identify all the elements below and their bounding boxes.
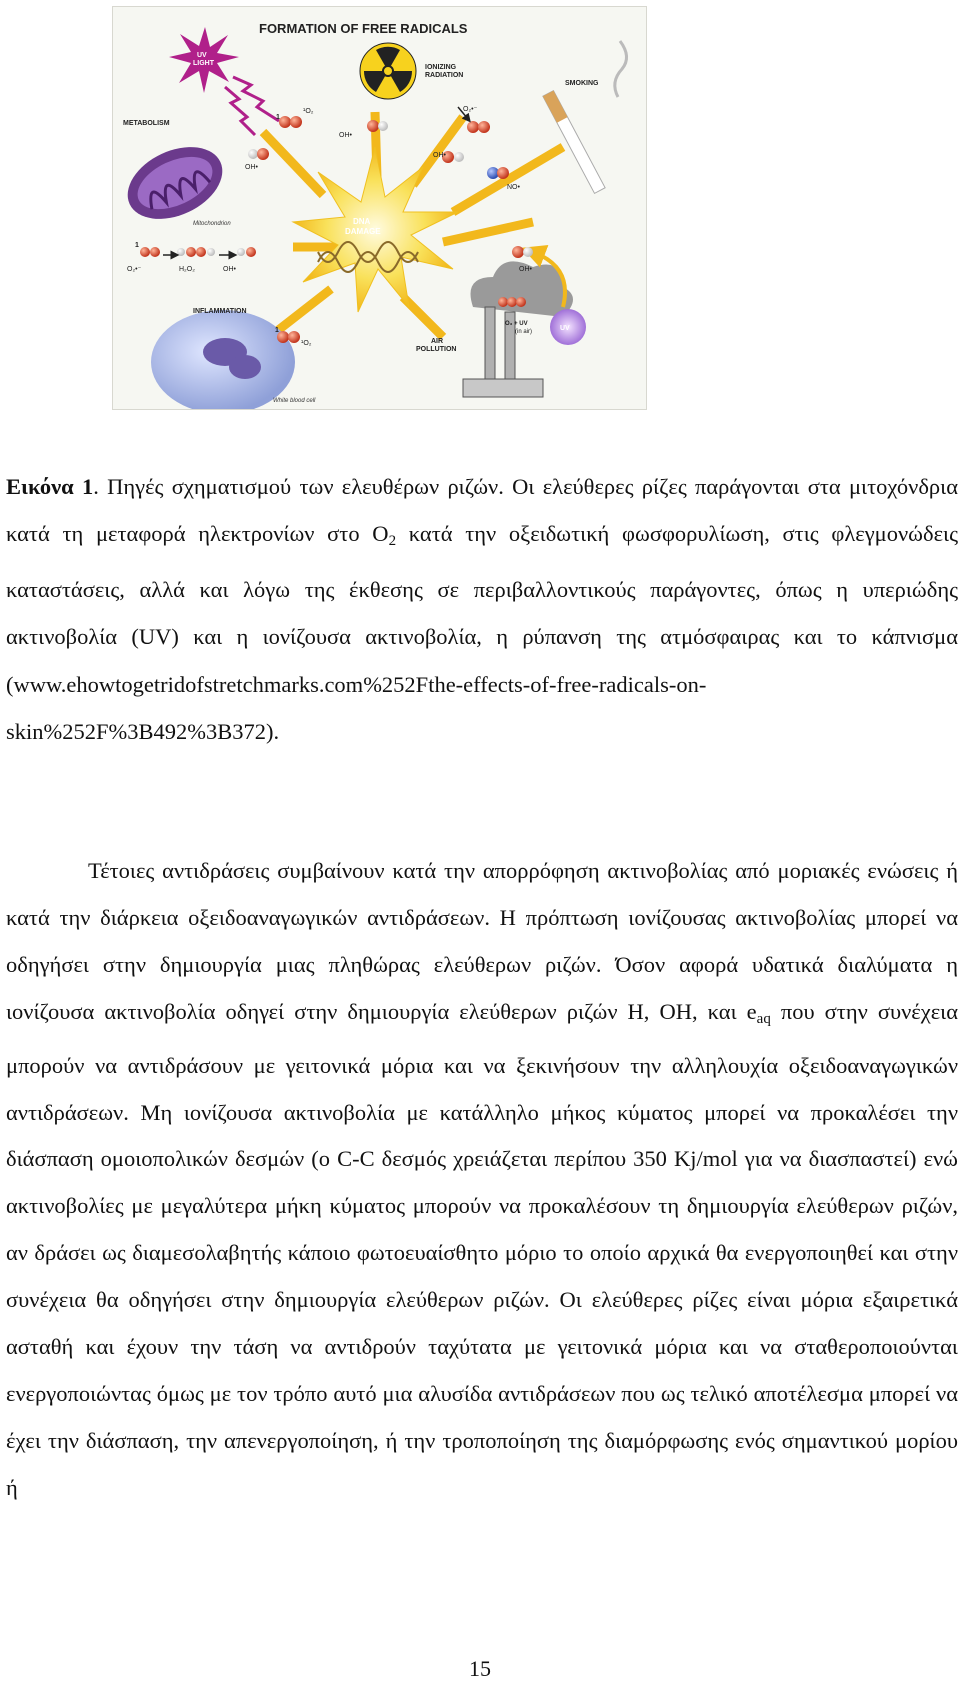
uv-small-label: UV [560, 325, 570, 332]
caption-text-a: . Πηγές σχηματισμού των ελευθέρων ριζών. Οι ελεύθερες ρίζες παράγονται στα μιτοχόνδρια κατά τη μεταφορά ηλεκτρονίων στο O [6, 474, 958, 547]
air-pollution-label-2: POLLUTION [416, 346, 457, 353]
oh-label-b: OH• [245, 164, 258, 171]
in-air-label: (in air) [515, 329, 533, 335]
oh-label-d: OH• [223, 266, 236, 273]
caption-text-b: κατά την οξειδωτική φωσφορυλίωση, στις φλεγμονώδεις καταστάσεις, αλλά και λόγω της έκθεσης σε περιβαλλοντικούς παράγοντες, όπως η υπεριώδης ακτινοβολία (UV) και η ιονίζουσα ακτινοβολία, η ρύπανση της ατμόσφαιρας και το κάπνισμα (www.ehowtogetridofstretchmarks.com%252Fthe-effects-of-free-radicals-on-skin%252F%3B492%3B372). [6, 521, 958, 745]
figure-caption [6, 463, 958, 755]
o2-singlet-label-a: ¹O₂ [303, 108, 314, 115]
paragraph-text-a: Τέτοιες αντιδράσεις συμβαίνουν κατά την απορρόφηση ακτινοβολίας από μοριακές ενώσεις ή κατά την διάρκεια οξειδοαναγωγικών αντιδράσεων. Η πρόπτωση ιονίζουσας ακτινοβολίας μπορεί να οδηγήσει στην δημιουργία μιας πληθώρας ελεύθερων ριζών. Όσον αφορά υδατικά διαλύματα η ιονίζουσα ακτινοβολία οδηγεί στην δημιουργία ελεύθερων ριζών H, OH, και e [6, 858, 958, 1024]
oh-label-a: OH• [339, 132, 352, 139]
oh-label-e: OH• [519, 266, 532, 273]
paragraph-subscript: aq [756, 1010, 771, 1027]
caption-subscript: 2 [388, 533, 397, 550]
uv-light-label-1: UV [197, 52, 207, 59]
radiation-icon [360, 43, 416, 99]
dna-label-2: DAMAGE [345, 227, 381, 236]
figure-title: FORMATION OF FREE RADICALS [259, 21, 468, 36]
free-radicals-figure [112, 6, 647, 410]
ionizing-label-2: RADIATION [425, 72, 464, 79]
air-pollution-label-1: AIR [431, 338, 444, 345]
superoxide-label-a: O₂•⁻ [463, 106, 478, 113]
number-label-a: 1 [276, 114, 280, 121]
metabolism-label: METABOLISM [123, 120, 170, 127]
uv-light-label-2: LIGHT [193, 60, 214, 67]
mitochondrion-label: Mitochondrion [193, 221, 231, 227]
number-label-c: 1 [275, 327, 279, 334]
number-label-b: 1 [135, 242, 139, 249]
o3-uv-label: O₃ + UV [505, 321, 528, 327]
ionizing-label-1: IONIZING [425, 64, 457, 71]
superoxide-label-b: O₂•⁻ [127, 266, 142, 273]
o2-singlet-label-b: ¹O₂ [301, 340, 312, 347]
oh-label-c: OH• [433, 152, 446, 159]
no-label: NO• [507, 184, 520, 191]
white-blood-cell-label: White blood cell [273, 398, 316, 404]
dna-label-1: DNA [353, 217, 371, 226]
paragraph-text-b: που στην συνέχεια μπορούν να αντιδράσουν με γειτονικά μόρια και να ξεκινήσουν την αλληλουχία οξειδοαναγωγικών αντιδράσεων. Μη ιονίζουσα ακτινοβολία με κατάλληλο μήκος κύματος μπορεί να προκαλέσει την διάσπαση ομοιοπολικών δεσμών (ο C-C δεσμός χρειάζεται περίπου 350 Kj/mol για να διασπαστεί) ενώ ακτινοβολίες με μεγαλύτερα μήκη κύματος μπορούν να προκαλέσουν τη δημιουργία ελεύθερων ριζών, αν δράσει ως διαμεσολαβητής κάποιο φωτοευαίσθητο μόριο το οποίο αρχικά θα ενεργοποιηθεί και στην συνέχεια θα οδηγήσει στην δημιουργία ελεύθερων ριζών. Οι ελεύθερες ρίζες είναι μόρια εξαιρετικά ασταθή και έχουν την τάση να αντιδρούν ταχύτατα με γειτονικά μόρια και να σταθεροποιούνται ενεργοποιώντας όμως με τον τρόπο αυτό μια αλυσίδα αντιδράσεων που ως τελικό αποτέλεσμα μπορεί να έχει την διάσπαση, την απενεργοποίηση, ή την τροποποίηση της διαμόρφωσης ενός σημαντικού μορίου ή [6, 998, 958, 1500]
figure-caption-label: Εικόνα 1 [6, 474, 94, 499]
h2o2-label: H₂O₂ [179, 266, 195, 273]
inflammation-label: INFLAMMATION [193, 308, 247, 315]
body-paragraph [6, 848, 958, 1512]
page-number: 15 [469, 1656, 491, 1681]
smoking-label: SMOKING [565, 80, 599, 87]
